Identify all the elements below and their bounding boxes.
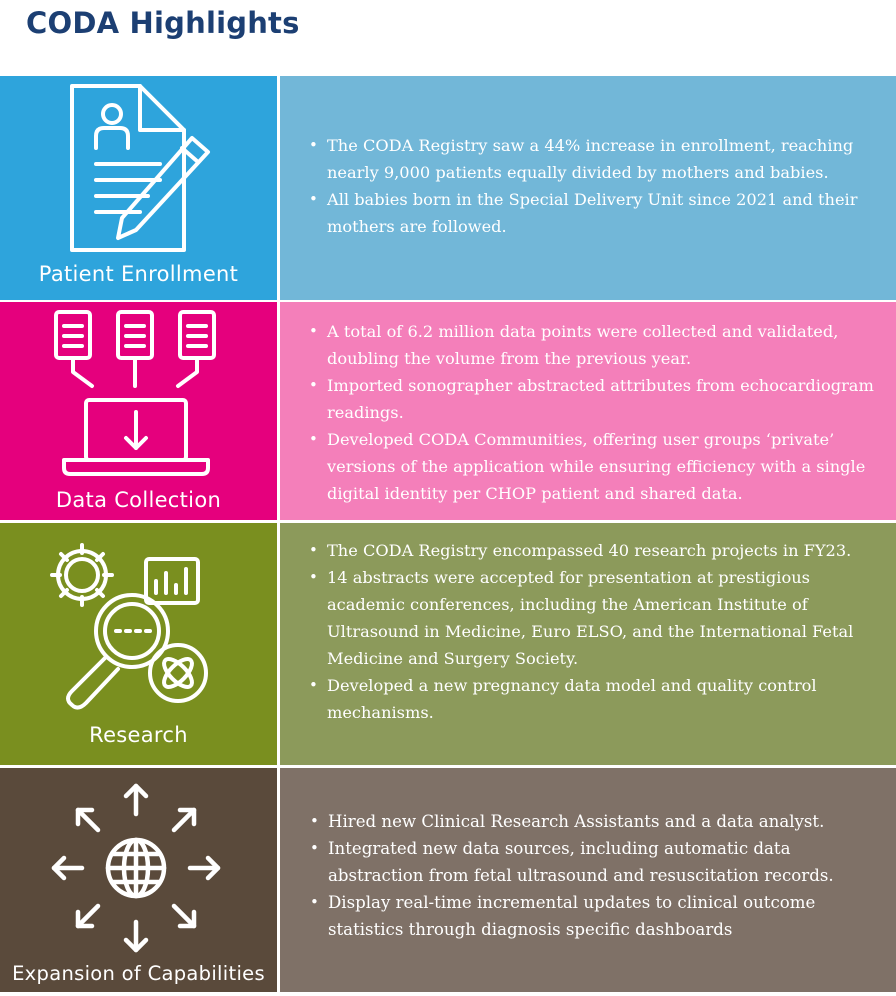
bullet-item: • The CODA Registry saw a 44% increase in enrollment, reaching nearly 9,000 patients equally divided by mothers and babies. xyxy=(307,132,877,186)
section-label: Patient Enrollment xyxy=(38,262,239,286)
bullet-item: • A total of 6.2 million data points were collected and validated, doubling the volume from the previous year. xyxy=(307,318,887,372)
bullet-list xyxy=(308,808,868,943)
section-panel xyxy=(280,523,896,765)
section-panel xyxy=(280,76,896,300)
section-label: Research xyxy=(89,723,188,747)
bullet-item: • Integrated new data sources, including automatic data abstraction from fetal ultrasound and resuscitation records. xyxy=(308,835,868,889)
bullet-item: • Hired new Clinical Research Assistants and a data analyst. xyxy=(308,808,868,835)
section-tile xyxy=(0,768,277,992)
globe-arrows-icon xyxy=(0,768,277,992)
bullet-item: • Developed a new pregnancy data model and quality control mechanisms. xyxy=(307,672,887,726)
bullet-item: • All babies born in the Special Delivery Unit since 2021 and their mothers are followed. xyxy=(307,186,877,240)
section-panel xyxy=(280,768,896,992)
section-patient-enrollment xyxy=(0,76,896,300)
section-panel xyxy=(280,302,896,520)
bullet-item: • The CODA Registry encompassed 40 research projects in FY23. xyxy=(307,537,887,564)
bullet-item: • Developed CODA Communities, offering user groups ‘private’ versions of the application while ensuring efficiency with a single digital identity per CHOP patient and shared data. xyxy=(307,426,887,507)
section-label: Data Collection xyxy=(55,488,222,512)
section-label: Expansion of Capabilities xyxy=(12,962,265,985)
bullet-list xyxy=(307,537,887,726)
bullet-item: • Display real-time incremental updates to clinical outcome statistics through diagnosis specific dashboards xyxy=(308,889,868,943)
section-data-collection xyxy=(0,302,896,520)
bullet-list xyxy=(307,318,887,507)
bullet-list xyxy=(307,132,877,240)
bullet-item: • 14 abstracts were accepted for presentation at prestigious academic conferences, including the American Institute of Ultrasound in Medicine, Euro ELSO, and the International Fetal Medicine and Surgery Society. xyxy=(307,564,887,672)
section-research xyxy=(0,523,896,765)
section-tile xyxy=(0,523,277,765)
bullet-item: • Imported sonographer abstracted attributes from echocardiogram readings. xyxy=(307,372,887,426)
section-expansion xyxy=(0,768,896,992)
section-tile xyxy=(0,76,277,300)
page-title: CODA Highlights xyxy=(26,6,300,40)
section-tile xyxy=(0,302,277,520)
